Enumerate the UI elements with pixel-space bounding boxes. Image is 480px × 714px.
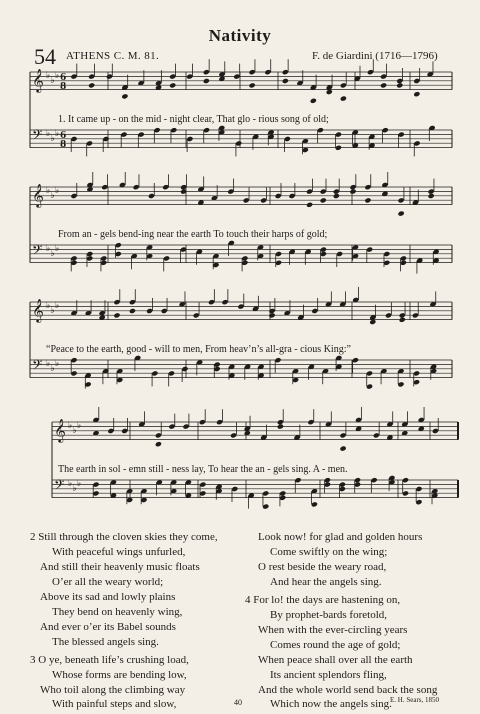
note-head <box>203 78 210 84</box>
note-head <box>249 82 256 88</box>
text-author: E. H. Sears, 1850 <box>390 696 439 704</box>
flat-icon: ♭ <box>50 306 55 316</box>
flat-icon: ♭ <box>46 359 51 369</box>
verse-line: With painful steps and slow, <box>52 698 177 710</box>
verse-line: Who toil along the climbing way <box>40 684 186 696</box>
verse-line: And hear the angels sing. <box>270 576 382 588</box>
tune-name: ATHENS C. M. 81. <box>66 50 160 62</box>
time-signature: 6 <box>60 131 67 141</box>
flat-icon: ♭ <box>50 134 55 144</box>
flat-icon: ♭ <box>68 421 73 431</box>
flat-icon: ♭ <box>46 186 51 196</box>
flat-icon: ♭ <box>55 301 60 311</box>
note-head <box>277 424 284 430</box>
verse-line: They bend on heavenly wing, <box>52 606 183 618</box>
flat-icon: ♭ <box>50 76 55 86</box>
composer-credit: F. de Giardini (1716—1796) <box>312 50 438 62</box>
note-head <box>398 211 405 217</box>
lyric-line-4: The earth in sol - emn still - ness lay, To hear the an - gels sing. A - men. <box>58 464 348 475</box>
flat-icon: ♭ <box>55 359 60 369</box>
note-head <box>310 98 317 104</box>
note-head <box>121 93 128 99</box>
verse-line: Which now the angels sing. <box>270 698 392 710</box>
flat-icon: ♭ <box>77 479 82 489</box>
note-head <box>349 189 356 195</box>
note-head <box>340 446 347 452</box>
verse-line: When with the ever-circling years <box>258 624 408 636</box>
clef-icon: 𝄞 <box>32 68 44 92</box>
clef-icon: 𝄢 <box>32 242 43 261</box>
verse-line: Its ancient splendors fling, <box>270 669 387 681</box>
clef-icon: 𝄢 <box>32 127 43 146</box>
clef-icon: 𝄢 <box>32 357 43 376</box>
note-head <box>306 202 313 208</box>
note-head <box>155 441 162 447</box>
verse-line: Comes round the age of gold; <box>270 639 401 651</box>
note-head <box>169 82 176 88</box>
lyric-line-3: “Peace to the earth, good - will to men, From heav’n’s all-gra - cious King:” <box>46 344 351 355</box>
verse-line: When peace shall over all the earth <box>258 654 413 666</box>
verse-line: Look now! for glad and golden hours <box>258 531 423 543</box>
flat-icon: ♭ <box>46 71 51 81</box>
note-head <box>333 193 340 199</box>
verse-line: By prophet-bards foretold, <box>270 609 387 621</box>
flat-icon: ♭ <box>50 249 55 259</box>
verse-line: The blessed angels sing. <box>52 636 159 648</box>
flat-icon: ♭ <box>50 364 55 374</box>
flat-icon: ♭ <box>68 479 73 489</box>
flat-icon: ♭ <box>46 129 51 139</box>
verse-line: Whose forms are bending low, <box>52 669 187 681</box>
flat-icon: ♭ <box>46 301 51 311</box>
verse-line: O’er all the weary world; <box>52 576 164 588</box>
lyric-line-1: 1. It came up - on the mid - night clear, That glo - rious song of old; <box>58 114 329 125</box>
note-head <box>399 317 406 323</box>
verse-line: Above its sad and lowly plains <box>40 591 176 603</box>
verse-line: 4 For lo! the days are hastening on, <box>245 594 401 606</box>
flat-icon: ♭ <box>72 484 77 494</box>
time-signature: 6 <box>60 73 67 83</box>
flat-icon: ♭ <box>55 129 60 139</box>
section-heading: Nativity <box>208 26 272 45</box>
flat-icon: ♭ <box>50 191 55 201</box>
flat-icon: ♭ <box>72 426 77 436</box>
clef-icon: 𝄢 <box>54 477 65 496</box>
note-head <box>269 312 276 318</box>
flat-icon: ♭ <box>55 71 60 81</box>
time-signature: 8 <box>60 82 67 92</box>
verse-line: And ever o’er its Babel sounds <box>40 621 176 633</box>
note-head <box>129 308 136 314</box>
lyric-line-2: From an - gels bend-ing near the earth To touch their harps of gold; <box>58 229 328 240</box>
verse-line: And still their heavenly music floats <box>40 561 200 573</box>
hymn-number: 54 <box>34 44 56 69</box>
verse-line: 2 Still through the cloven skies they come, <box>30 531 218 543</box>
page-number: 40 <box>234 698 242 707</box>
clef-icon: 𝄞 <box>54 418 66 442</box>
note-head <box>88 82 95 88</box>
note-head <box>282 78 289 84</box>
clef-icon: 𝄞 <box>32 298 44 322</box>
note-head <box>380 82 387 88</box>
verse-line: 3 O ye, beneath life’s crushing load, <box>30 654 189 666</box>
note-head <box>340 96 347 102</box>
verse-line: With peaceful wings unfurled, <box>52 546 186 558</box>
verse-line: O rest beside the weary road, <box>258 561 387 573</box>
flat-icon: ♭ <box>55 244 60 254</box>
note-head <box>428 193 435 199</box>
note-head <box>113 312 120 318</box>
note-head <box>413 91 420 97</box>
flat-icon: ♭ <box>77 421 82 431</box>
time-signature: 8 <box>60 140 67 150</box>
note-head <box>320 197 327 203</box>
clef-icon: 𝄞 <box>32 183 44 207</box>
note-head <box>396 82 403 88</box>
flat-icon: ♭ <box>55 186 60 196</box>
verse-line: Come swiftly on the wing; <box>270 546 388 558</box>
verse-line: And the whole world send back the song <box>258 684 438 696</box>
flat-icon: ♭ <box>46 244 51 254</box>
note-head <box>364 197 371 203</box>
